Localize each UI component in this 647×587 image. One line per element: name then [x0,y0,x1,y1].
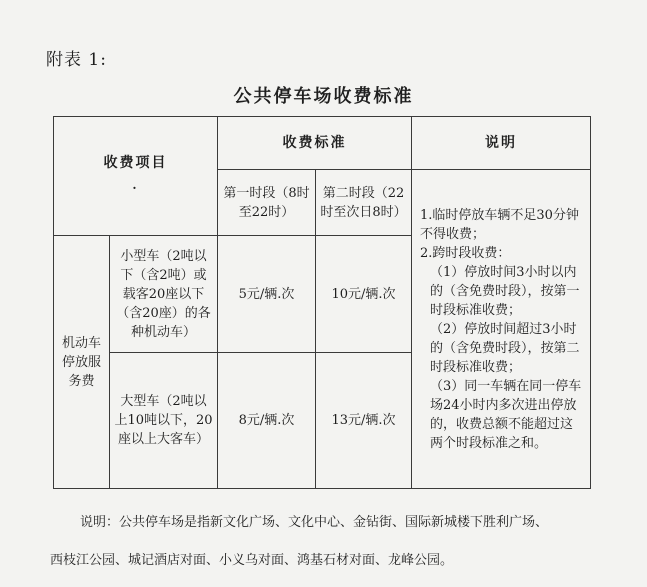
note-line: （2）停放时间超过3小时的（含免费时段），按第二时段标准收费； [430,322,580,375]
fee-small-period-2: 10元/辆.次 [316,236,412,353]
header-period-1: 第一时段（8时至22时） [218,170,316,236]
header-period-2: 第二时段（22时至次日8时） [316,170,412,236]
vehicle-type-large: 大型车（2吨以上10吨以下，20座以上大客车） [110,353,218,489]
fee-large-period-1: 8元/辆.次 [218,353,316,489]
note-line: （1）停放时间3小时以内的（含免费时段），按第一时段标准收费； [430,265,580,318]
note-line: （3）同一车辆在同一停车场24小时内多次进出停放的，收费总额不能超过这两个时段标准之和。 [430,379,582,451]
footer-note [50,504,600,580]
footer-line-1: 说明：公共停车场是指新文化广场、文化中心、金钻街、国际新城楼下胜利广场、 [80,515,549,530]
note-line: 2.跨时段收费： [420,246,511,261]
fee-table [53,116,591,489]
table-title: 公共停车场收费标准 [233,86,414,107]
note-line: 1.临时停放车辆不足30分钟不得收费； [420,208,579,242]
notes-cell [412,170,591,489]
attachment-label: 附表 1: [46,50,107,70]
category-cell: 机动车停放服务费 [54,236,110,489]
header-fee-standard: 收费标准 [218,117,412,170]
header-fee-item: 收费项目 · [54,117,218,236]
fee-large-period-2: 13元/辆.次 [316,353,412,489]
header-note: 说明 [412,117,591,170]
vehicle-type-small: 小型车（2吨以下（含2吨）或载客20座以下（含20座）的各种机动车） [110,236,218,353]
footer-line-2: 西枝江公园、城记酒店对面、小义乌对面、鸿基石材对面、龙峰公园。 [50,553,454,568]
fee-small-period-1: 5元/辆.次 [218,236,316,353]
